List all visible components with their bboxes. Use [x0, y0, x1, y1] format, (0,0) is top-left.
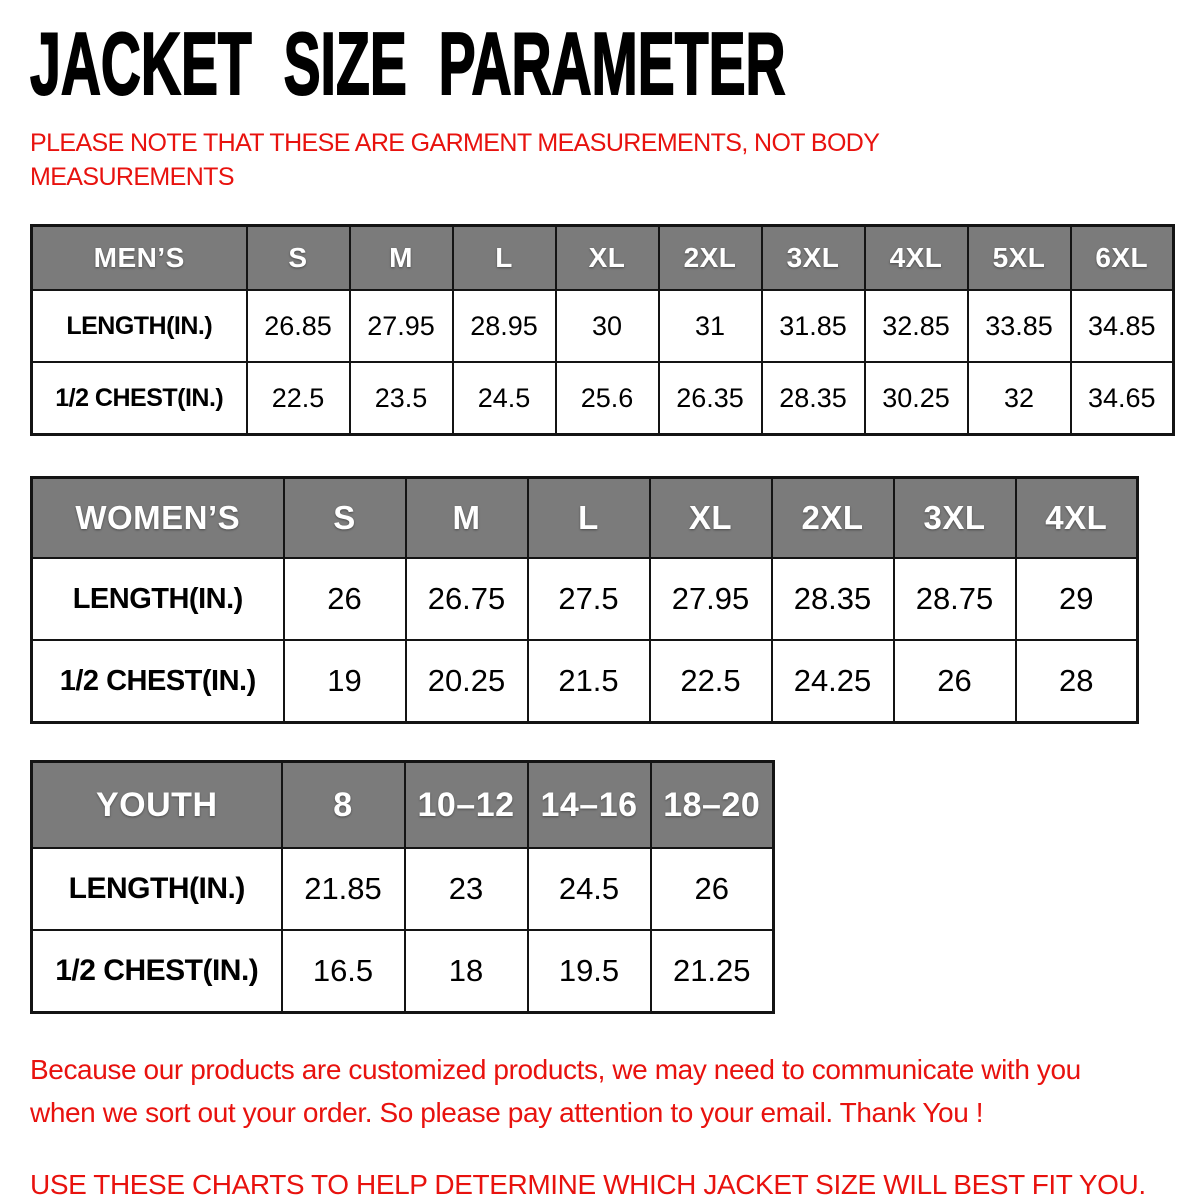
womens-value-cell: 20.25 [406, 640, 528, 723]
mens-value-cell: 23.5 [350, 362, 453, 435]
mens-value-cell: 28.35 [762, 362, 865, 435]
youth-size-header: 18–20 [651, 762, 774, 849]
mens-row-label: LENGTH(IN.) [32, 290, 247, 362]
womens-size-header: 4XL [1016, 478, 1138, 559]
size-table-youth [30, 760, 775, 1014]
youth-size-header: 14–16 [528, 762, 651, 849]
mens-value-cell: 31.85 [762, 290, 865, 362]
womens-row-label: 1/2 CHEST(IN.) [32, 640, 284, 723]
youth-value-cell: 19.5 [528, 930, 651, 1013]
customization-notice-line-1: Because our products are customized products, we may need to communicate with you [30, 1054, 1081, 1085]
youth-size-header: 10–12 [405, 762, 528, 849]
womens-value-cell: 28.75 [894, 558, 1016, 640]
youth-header-row [32, 762, 774, 849]
youth-value-cell: 24.5 [528, 848, 651, 930]
womens-size-header: 2XL [772, 478, 894, 559]
mens-value-cell: 32 [968, 362, 1071, 435]
youth-size-header: 8 [282, 762, 405, 849]
mens-value-cell: 34.85 [1071, 290, 1174, 362]
mens-value-cell: 28.95 [453, 290, 556, 362]
mens-value-cell: 26.85 [247, 290, 350, 362]
mens-value-cell: 25.6 [556, 362, 659, 435]
customization-notice-line-2: when we sort out your order. So please pay attention to your email. Thank You ! [30, 1097, 984, 1129]
mens-size-header: 2XL [659, 226, 762, 291]
mens-value-cell: 31 [659, 290, 762, 362]
mens-value-cell: 34.65 [1071, 362, 1174, 435]
mens-size-header: S [247, 226, 350, 291]
mens-size-header: L [453, 226, 556, 291]
mens-size-header: M [350, 226, 453, 291]
womens-value-cell: 29 [1016, 558, 1138, 640]
womens-value-cell: 27.5 [528, 558, 650, 640]
fit-advice-text: USE THESE CHARTS TO HELP DETERMINE WHICH JACKET SIZE WILL BEST FIT YOU. [30, 1168, 1146, 1200]
mens-data-row [32, 290, 1174, 362]
mens-size-header: 5XL [968, 226, 1071, 291]
youth-value-cell: 21.25 [651, 930, 774, 1013]
note-line-1: PLEASE NOTE THAT THESE ARE GARMENT MEASUREMENTS, NOT BODY [30, 129, 880, 157]
garment-measurement-note [30, 126, 960, 194]
youth-value-cell: 23 [405, 848, 528, 930]
youth-value-cell: 16.5 [282, 930, 405, 1013]
womens-value-cell: 26 [894, 640, 1016, 723]
womens-size-header: L [528, 478, 650, 559]
womens-value-cell: 24.25 [772, 640, 894, 723]
womens-value-cell: 26.75 [406, 558, 528, 640]
mens-size-header: 4XL [865, 226, 968, 291]
womens-header-row [32, 478, 1138, 559]
mens-size-header: XL [556, 226, 659, 291]
mens-value-cell: 30 [556, 290, 659, 362]
youth-row-label: LENGTH(IN.) [32, 848, 282, 930]
note-line-2: MEASUREMENTS [30, 163, 234, 191]
mens-value-cell: 32.85 [865, 290, 968, 362]
mens-table-title: MEN’S [32, 226, 247, 291]
youth-row-label: 1/2 CHEST(IN.) [32, 930, 282, 1013]
mens-value-cell: 26.35 [659, 362, 762, 435]
womens-value-cell: 22.5 [650, 640, 772, 723]
womens-size-header: XL [650, 478, 772, 559]
womens-data-row [32, 558, 1138, 640]
tables [30, 224, 1180, 1014]
youth-value-cell: 18 [405, 930, 528, 1013]
size-table-womens [30, 476, 1139, 724]
customization-notice [30, 1048, 1180, 1135]
page-title: JACKET SIZE PARAMETER [30, 14, 786, 113]
mens-size-header: 3XL [762, 226, 865, 291]
womens-value-cell: 28.35 [772, 558, 894, 640]
womens-data-row [32, 640, 1138, 723]
mens-header-row [32, 226, 1174, 291]
mens-value-cell: 27.95 [350, 290, 453, 362]
youth-value-cell: 21.85 [282, 848, 405, 930]
womens-value-cell: 19 [284, 640, 406, 723]
size-table-mens [30, 224, 1175, 436]
womens-value-cell: 26 [284, 558, 406, 640]
mens-data-row [32, 362, 1174, 435]
womens-row-label: LENGTH(IN.) [32, 558, 284, 640]
youth-table-title: YOUTH [32, 762, 282, 849]
youth-data-row [32, 930, 774, 1013]
youth-data-row [32, 848, 774, 930]
mens-value-cell: 30.25 [865, 362, 968, 435]
womens-value-cell: 27.95 [650, 558, 772, 640]
womens-size-header: M [406, 478, 528, 559]
womens-size-header: S [284, 478, 406, 559]
mens-row-label: 1/2 CHEST(IN.) [32, 362, 247, 435]
mens-value-cell: 33.85 [968, 290, 1071, 362]
womens-value-cell: 21.5 [528, 640, 650, 723]
womens-size-header: 3XL [894, 478, 1016, 559]
womens-value-cell: 28 [1016, 640, 1138, 723]
youth-value-cell: 26 [651, 848, 774, 930]
womens-table-title: WOMEN’S [32, 478, 284, 559]
mens-value-cell: 24.5 [453, 362, 556, 435]
mens-value-cell: 22.5 [247, 362, 350, 435]
mens-size-header: 6XL [1071, 226, 1174, 291]
